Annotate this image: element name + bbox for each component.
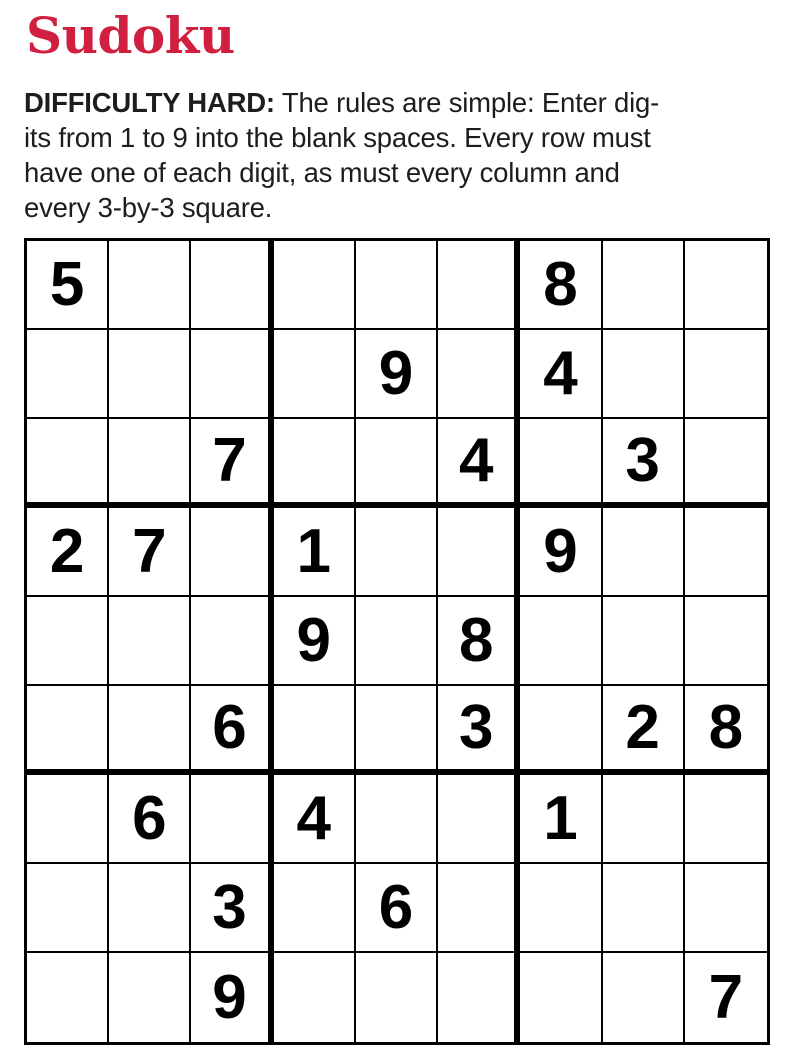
sudoku-cell-r4c1[interactable]: 2 — [27, 508, 109, 597]
sudoku-cell-r7c5[interactable] — [356, 775, 438, 864]
sudoku-grid — [24, 238, 770, 1045]
sudoku-cell-r6c8[interactable]: 2 — [603, 686, 685, 775]
sudoku-cell-r1c7[interactable]: 8 — [520, 241, 602, 330]
sudoku-cell-r4c5[interactable] — [356, 508, 438, 597]
sudoku-cell-r7c7[interactable]: 1 — [520, 775, 602, 864]
sudoku-cell-r2c4[interactable] — [274, 330, 356, 419]
sudoku-cell-r1c6[interactable] — [438, 241, 520, 330]
sudoku-cell-r3c8[interactable]: 3 — [603, 419, 685, 508]
sudoku-cell-r9c1[interactable] — [27, 953, 109, 1042]
sudoku-cell-r9c4[interactable] — [274, 953, 356, 1042]
sudoku-cell-r1c4[interactable] — [274, 241, 356, 330]
instructions-line-4: every 3-by-3 square. — [24, 192, 273, 223]
sudoku-cell-r7c4[interactable]: 4 — [274, 775, 356, 864]
sudoku-cell-r6c9[interactable]: 8 — [685, 686, 767, 775]
instructions-text-1: The rules are simple: Enter dig- — [274, 87, 660, 118]
sudoku-cell-r9c8[interactable] — [603, 953, 685, 1042]
sudoku-cell-r3c5[interactable] — [356, 419, 438, 508]
sudoku-cell-r5c5[interactable] — [356, 597, 438, 686]
sudoku-cell-r4c6[interactable] — [438, 508, 520, 597]
sudoku-cell-r5c8[interactable] — [603, 597, 685, 686]
sudoku-cell-r6c3[interactable]: 6 — [191, 686, 273, 775]
sudoku-cell-r7c2[interactable]: 6 — [109, 775, 191, 864]
sudoku-cell-r3c7[interactable] — [520, 419, 602, 508]
sudoku-cell-r2c7[interactable]: 4 — [520, 330, 602, 419]
sudoku-cell-r6c7[interactable] — [520, 686, 602, 775]
sudoku-cell-r5c1[interactable] — [27, 597, 109, 686]
sudoku-cell-r4c7[interactable]: 9 — [520, 508, 602, 597]
sudoku-cell-r4c4[interactable]: 1 — [274, 508, 356, 597]
sudoku-cell-r8c7[interactable] — [520, 864, 602, 953]
instructions-line-1 — [24, 85, 769, 120]
sudoku-cell-r4c9[interactable] — [685, 508, 767, 597]
sudoku-cell-r5c6[interactable]: 8 — [438, 597, 520, 686]
sudoku-cell-r2c2[interactable] — [109, 330, 191, 419]
sudoku-cell-r2c5[interactable]: 9 — [356, 330, 438, 419]
page-title: Sudoku — [26, 6, 235, 65]
sudoku-cell-r5c3[interactable] — [191, 597, 273, 686]
sudoku-cell-r7c1[interactable] — [27, 775, 109, 864]
sudoku-cell-r1c8[interactable] — [603, 241, 685, 330]
sudoku-cell-r9c7[interactable] — [520, 953, 602, 1042]
page — [0, 6, 789, 1063]
sudoku-cell-r2c6[interactable] — [438, 330, 520, 419]
sudoku-cell-r7c9[interactable] — [685, 775, 767, 864]
sudoku-cell-r7c8[interactable] — [603, 775, 685, 864]
sudoku-cell-r3c4[interactable] — [274, 419, 356, 508]
sudoku-cell-r4c2[interactable]: 7 — [109, 508, 191, 597]
sudoku-cell-r4c8[interactable] — [603, 508, 685, 597]
sudoku-cell-r7c3[interactable] — [191, 775, 273, 864]
instructions — [24, 85, 769, 225]
sudoku-cell-r5c9[interactable] — [685, 597, 767, 686]
sudoku-cell-r3c6[interactable]: 4 — [438, 419, 520, 508]
sudoku-cell-r8c5[interactable]: 6 — [356, 864, 438, 953]
sudoku-cell-r8c9[interactable] — [685, 864, 767, 953]
sudoku-cell-r2c8[interactable] — [603, 330, 685, 419]
sudoku-cell-r8c6[interactable] — [438, 864, 520, 953]
sudoku-cell-r5c4[interactable]: 9 — [274, 597, 356, 686]
sudoku-cell-r1c5[interactable] — [356, 241, 438, 330]
difficulty-label: DIFFICULTY HARD: — [24, 87, 275, 118]
sudoku-cell-r1c3[interactable] — [191, 241, 273, 330]
sudoku-cell-r8c4[interactable] — [274, 864, 356, 953]
sudoku-cell-r6c4[interactable] — [274, 686, 356, 775]
sudoku-cell-r8c2[interactable] — [109, 864, 191, 953]
sudoku-cell-r5c7[interactable] — [520, 597, 602, 686]
sudoku-cell-r9c6[interactable] — [438, 953, 520, 1042]
sudoku-cell-r8c8[interactable] — [603, 864, 685, 953]
sudoku-cell-r1c1[interactable]: 5 — [27, 241, 109, 330]
sudoku-cell-r6c5[interactable] — [356, 686, 438, 775]
instructions-line-2: its from 1 to 9 into the blank spaces. Every row must — [24, 122, 651, 153]
sudoku-cell-r9c9[interactable]: 7 — [685, 953, 767, 1042]
sudoku-cell-r5c2[interactable] — [109, 597, 191, 686]
sudoku-cell-r3c1[interactable] — [27, 419, 109, 508]
sudoku-cell-r8c3[interactable]: 3 — [191, 864, 273, 953]
sudoku-cell-r8c1[interactable] — [27, 864, 109, 953]
sudoku-cell-r1c9[interactable] — [685, 241, 767, 330]
sudoku-cell-r6c6[interactable]: 3 — [438, 686, 520, 775]
sudoku-cell-r6c1[interactable] — [27, 686, 109, 775]
sudoku-cell-r2c3[interactable] — [191, 330, 273, 419]
sudoku-cell-r4c3[interactable] — [191, 508, 273, 597]
sudoku-cell-r9c2[interactable] — [109, 953, 191, 1042]
sudoku-cell-r9c5[interactable] — [356, 953, 438, 1042]
sudoku-cell-r9c3[interactable]: 9 — [191, 953, 273, 1042]
sudoku-cell-r2c1[interactable] — [27, 330, 109, 419]
sudoku-cell-r7c6[interactable] — [438, 775, 520, 864]
sudoku-cell-r3c9[interactable] — [685, 419, 767, 508]
sudoku-cell-r1c2[interactable] — [109, 241, 191, 330]
instructions-line-3: have one of each digit, as must every column and — [24, 157, 620, 188]
sudoku-cell-r2c9[interactable] — [685, 330, 767, 419]
sudoku-cell-r6c2[interactable] — [109, 686, 191, 775]
sudoku-cell-r3c2[interactable] — [109, 419, 191, 508]
sudoku-cell-r3c3[interactable]: 7 — [191, 419, 273, 508]
